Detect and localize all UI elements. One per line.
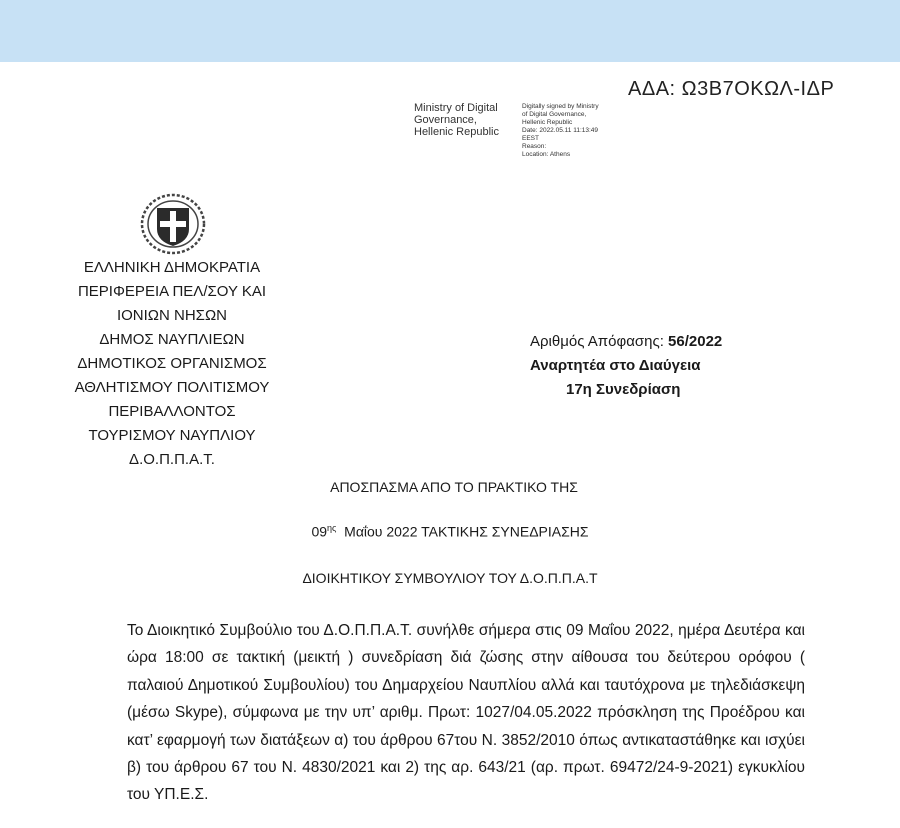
ada-code: ΑΔΑ: Ω3Β7ΟΚΩΛ-ΙΔΡ: [628, 78, 835, 100]
decision-status: Αναρτητέα στο Διαύγεια: [530, 357, 701, 374]
decision-number: Αριθμός Απόφασης: 56/2022: [530, 333, 723, 350]
minutes-paragraph: Το Διοικητικό Συμβούλιο του Δ.Ο.Π.Π.Α.Τ. συνήλθε σήμερα στις 09 Μαΐου 2022, ημέρα Δευτέρα και ώρα 18:00 σε τακτική (μεικτή ) συνεδρίαση διά ζώσης στην αίθουσα του δεύτερου ορόφου ( παλαιού Δημοτικού Συμβουλίου) του Δημαρχείου Ναυπλίου αλλά και ταυτόχρονα με τηλεδιάσκεψη (μέσω Skype), σύμφωνα με την υπ’ αριθμ. Πρωτ: 1027/04.05.2022 πρόσκληση της Προέδρου και κατ’ εφαρμογή των διατάξεων α) του άρθρου 67του Ν. 3852/2010 όπως αντικαταστάθηκε και ισχύει β) του άρθρου 67 του Ν. 4830/2021 και 2) της αρ. 643/21 (αρ. πρωτ. 69472/24-9-2021) εγκυκλίου του ΥΠ.Ε.Σ.: [127, 622, 805, 804]
signature-signer: Ministry of Digital Governance, Hellenic Republic: [414, 102, 499, 138]
decision-info: [530, 330, 780, 402]
signature-details: Digitally signed by Ministry of Digital Governance, Hellenic Republic Date: 2022.05.11 11:13:49 EEST Reason: Location: Athens: [522, 103, 599, 158]
session-date-heading: $09^{\eta\varsigma}$ Μαΐου 2022 ΤΑΚΤΙΚΗΣ ΣΥΝΕΔΡΙΑΣΗΣ: [311, 523, 589, 540]
board-heading: ΔΙΟΙΚΗΤΙΚΟΥ ΣΥΜΒΟΥΛΙΟΥ ΤΟΥ Δ.Ο.Π.Π.Α.Τ: [302, 570, 598, 586]
decision-session: 17η Συνεδρίαση: [566, 381, 681, 398]
greek-coat-of-arms-icon: [140, 193, 206, 255]
issuing-organization: ΕΛΛΗΝΙΚΗ ΔΗΜΟΚΡΑΤΙΑ ΠΕΡΙΦΕΡΕΙΑ ΠΕΛ/ΣΟΥ ΚΑΙ ΙΟΝΙΩΝ ΝΗΣΩΝ ΔΗΜΟΣ ΝΑΥΠΛΙΕΩΝ ΔΗΜΟΤΙΚΟΣ ΟΡΓΑΝΙΣΜΟΣ ΑΘΛΗΤΙΣΜΟΥ ΠΟΛΙΤΙΣΜΟΥ ΠΕΡΙΒΑΛΛΟΝΤΟΣ ΤΟΥΡΙΣΜΟΥ ΝΑΥΠΛΙΟΥ Δ.Ο.Π.Π.Α.Τ.: [74, 259, 270, 468]
extract-heading: ΑΠΟΣΠΑΣΜΑ ΑΠΟ ΤΟ ΠΡΑΚΤΙΚΟ ΤΗΣ: [330, 479, 578, 495]
top-banner: [0, 0, 900, 62]
